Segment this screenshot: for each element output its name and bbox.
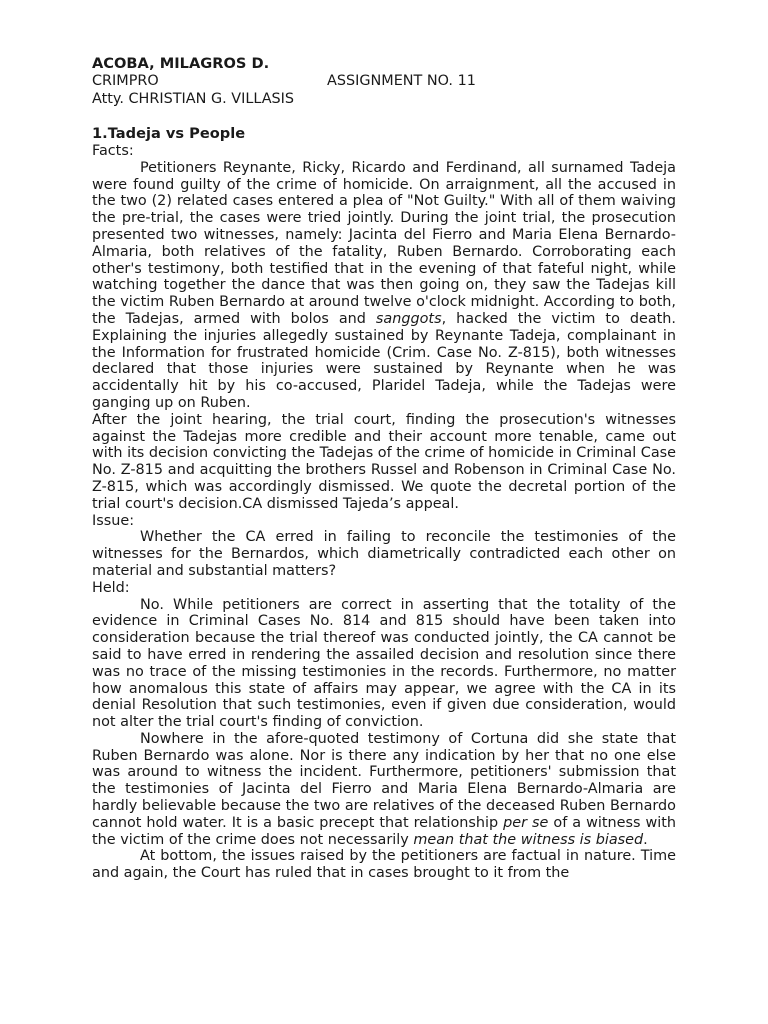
held-paragraph-1: No. While petitioners are correct in asserting that the totality of the evidence in Criminal Cases No. 814 and 815 should have been taken into consideration because the trial thereof was conducted jointly, the CA cannot be said to have erred in rendering the assailed decision and resolution since there was no trace of the missing testimonies in the records. Furthermore, no matter how anomalous this state of affairs may appear, we agree with the CA in its denial Resolution that such testimonies, even if given due consideration, would not alter the trial court's finding of conviction.	[92, 596, 676, 731]
case-title: 1.Tadeja vs People	[92, 125, 246, 142]
facts-label: Facts:	[92, 143, 134, 159]
course-code: CRIMPRO	[92, 73, 159, 89]
issue-label: Issue:	[92, 512, 135, 529]
held-p2-text-b: of a witness with the victim of the crime does not necessarily	[92, 814, 676, 848]
held-p2-text-a: Nowhere in the afore-quoted testimony of Cortuna did she state that Ruben Bernardo was alone. Nor is there any indication by her that no one else was around to witness the incident. Furthermore, petitioners' submission that the testimonies of Jacinta del Fierro and Maria Elena Bernardo-Almaria are hardly believable because the two are relatives of the deceased Ruben Bernardo cannot hold water. It is a basic precept that relationship	[92, 730, 676, 831]
document-body	[92, 55, 676, 882]
held-p2-italic-1: per se	[503, 814, 549, 831]
held-p2-italic-2: mean that the witness is biased	[413, 831, 644, 848]
assignment-number: ASSIGNMENT NO. 11	[327, 73, 476, 89]
held-paragraph-3: At bottom, the issues raised by the petitioners are factual in nature. Time and again, the Court has ruled that in cases brought to it from the	[92, 848, 676, 882]
spacer	[92, 109, 676, 125]
student-name: ACOBA, MILAGROS D.	[92, 55, 270, 72]
facts-p1-text: Petitioners Reynante, Ricky, Ricardo and Ferdinand, all surnamed Tadeja were found guilty of the crime of homicide. On arraignment, all the accused in the two (2) related cases entered a plea of "Not Guilty." With all of them waiving the pre-trial, the cases were tried jointly. During the joint trial, the prosecution presented two witnesses, namely: Jacinta del Fierro and Maria Elena Bernardo-Almaria, both relatives of the fatality, Ruben Bernardo. Corroborating each other's testimony, both testified that in the evening of that fateful night, while watching together the dance that was then going on, they saw the Tadejas kill the victim Ruben Bernardo at around twelve o'clock midnight. According to both, the Tadejas, armed with bolos and	[92, 159, 676, 327]
facts-p1-end: , hacked the victim to death. Explaining the injuries allegedly sustained by Reynante Tadeja, complainant in the Information for frustrated homicide (Crim. Case No. Z-815), both witnesses declared that those injuries were sustained by Reynante when he was accidentally hit by his co-accused, Plaridel Tadeja, while the Tadejas were ganging up on Ruben.	[92, 310, 676, 411]
held-p2-text-c: .	[643, 831, 648, 848]
issue-paragraph: Whether the CA erred in failing to reconcile the testimonies of the witnesses for the Bernardos, which diametrically contradicted each other on material and substantial matters?	[92, 529, 676, 579]
facts-paragraph-1	[92, 160, 676, 412]
facts-p1-italic: sanggots	[375, 310, 442, 327]
facts-paragraph-2: After the joint hearing, the trial court, finding the prosecution's witnesses against the Tadejas more credible and their account more tenable, came out with its decision convicting the Tadejas of the crime of homicide in Criminal Case No. Z-815 and acquitting the brothers Russel and Robenson in Criminal Case No. Z-815, which was accordingly dismissed. We quote the decretal portion of the trial court's decision.CA dismissed Tajeda’s appeal.	[92, 411, 676, 512]
attorney-name: Atty. CHRISTIAN G. VILLASIS	[92, 91, 295, 107]
held-label: Held:	[92, 579, 130, 596]
course-row	[92, 73, 676, 91]
held-paragraph-2	[92, 731, 676, 849]
